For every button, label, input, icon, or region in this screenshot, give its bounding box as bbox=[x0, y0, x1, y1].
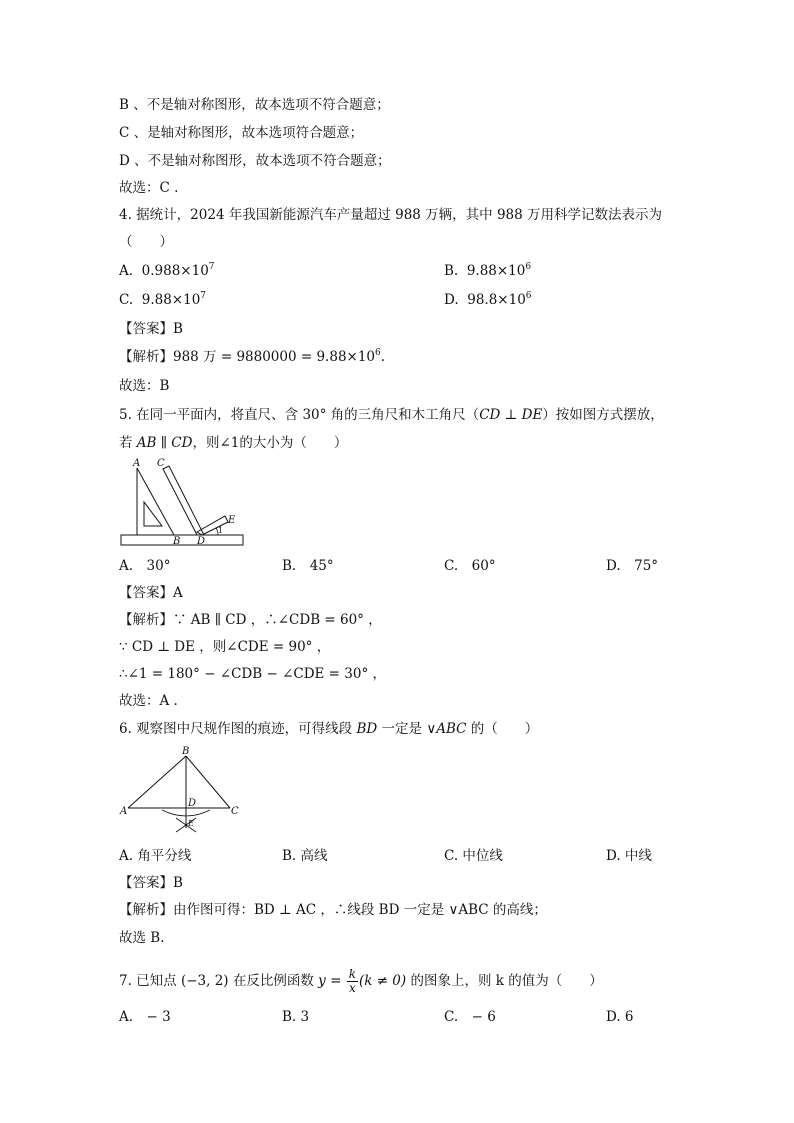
label-E: E bbox=[228, 515, 236, 526]
prev-option-d-text: D 、不是轴对称图形，故本选项不符合题意； bbox=[119, 153, 391, 169]
q6-option-c: C. 中位线 bbox=[444, 848, 503, 864]
label-C: C bbox=[231, 806, 239, 817]
label-B: B bbox=[173, 536, 181, 547]
q4-paren: （ ） bbox=[119, 234, 173, 250]
q4-answer: 【答案】B bbox=[119, 321, 183, 337]
q5-stem-line1: 5. 在同一平面内，将直尺、含 30° 角的三角尺和木工角尺（CD ⊥ DE）按如图方式摆放， bbox=[119, 407, 664, 423]
q6-answer: 【答案】B bbox=[119, 875, 183, 891]
q5-analysis-2: ∵ CD ⊥ DE ，则∠CDE = 90° ， bbox=[119, 639, 331, 655]
q7-option-a: A. − 3 bbox=[119, 1009, 171, 1025]
label-A: A bbox=[133, 458, 141, 469]
q4-option-a: A. $0.988\times 10^7$ bbox=[119, 262, 215, 279]
q6-option-a: A. 角平分线 bbox=[119, 848, 192, 864]
q5-option-a: A. 30° bbox=[119, 558, 171, 574]
q7-stem: 7. 已知点 (−3, 2) 在反比例函数 y = $\frac{k}{x}$ (k ≠ 0) 的图象上，则 k 的值为（ ） bbox=[119, 967, 603, 995]
q7-option-b: B. 3 bbox=[282, 1009, 310, 1025]
label-B: B bbox=[182, 746, 190, 757]
q5-stem-line2: 若 AB ∥ CD，则∠1的大小为（ ） bbox=[119, 435, 348, 451]
label-D: D bbox=[197, 536, 206, 547]
q5-option-c: C. 60° bbox=[444, 558, 496, 574]
prev-option-c-text: C 、是轴对称图形，故本选项符合题意； bbox=[119, 125, 364, 141]
carpenter-short-arm bbox=[197, 516, 228, 535]
q7-option-c: C. − 6 bbox=[444, 1009, 496, 1025]
q4-analysis: 【解析】988 万 = $9880000 = 9.88\times 10^6$. bbox=[119, 348, 386, 365]
prev-option-b-text: B 、不是轴对称图形，故本选项不符合题意； bbox=[119, 97, 390, 113]
q5-figure bbox=[118, 456, 250, 550]
q4-option-b: B. $9.88\times 10^6$ bbox=[444, 262, 532, 279]
prev-selection: 故选：C . bbox=[119, 180, 179, 196]
q6-stem: 6. 观察图中尺规作图的痕迹，可得线段 BD 一定是 ∨ABC 的（ ） bbox=[119, 721, 539, 737]
label-C: C bbox=[157, 458, 165, 469]
q6-option-d: D. 中线 bbox=[606, 848, 652, 864]
q4-stem: 4. 据统计，2024 年我国新能源汽车产量超过 988 万辆，其中 988 万用科学记数法表示为 bbox=[119, 207, 663, 223]
q4-option-c: C. $9.88\times 10^7$ bbox=[119, 291, 207, 308]
q4-selection: 故选：B bbox=[119, 378, 170, 394]
ruler bbox=[121, 535, 243, 545]
side-AB bbox=[128, 756, 186, 808]
label-1: 1 bbox=[218, 526, 224, 535]
q5-answer: 【答案】A bbox=[119, 585, 183, 601]
q5-option-d: D. 75° bbox=[606, 558, 659, 574]
q6-option-b: B. 高线 bbox=[282, 848, 328, 864]
q6-selection: 故选 B. bbox=[119, 930, 165, 946]
q6-figure bbox=[118, 744, 244, 836]
q5-option-b: B. 45° bbox=[282, 558, 334, 574]
q7-option-d: D. 6 bbox=[606, 1009, 634, 1025]
q5-selection: 故选：A . bbox=[119, 693, 178, 709]
label-D: D bbox=[188, 798, 197, 809]
q6-analysis: 【解析】由作图可得：BD ⊥ AC ，∴线段 BD 一定是 ∨ABC 的高线； bbox=[119, 902, 547, 918]
label-A: A bbox=[120, 806, 128, 817]
carpenter-arm bbox=[163, 466, 204, 535]
set-square-inner bbox=[144, 502, 162, 526]
set-square bbox=[137, 468, 174, 535]
q4-option-d: D. $98.8\times 10^6$ bbox=[444, 291, 532, 308]
q7-fraction: $\frac{k}{x}$ bbox=[348, 967, 356, 995]
q5-analysis-1: 【解析】∵ AB ∥ CD ，∴∠CDB = 60° ， bbox=[119, 612, 382, 628]
label-E: E bbox=[188, 819, 194, 828]
q5-analysis-3: ∴∠1 = 180° − ∠CDB − ∠CDE = 30° ， bbox=[119, 666, 387, 682]
